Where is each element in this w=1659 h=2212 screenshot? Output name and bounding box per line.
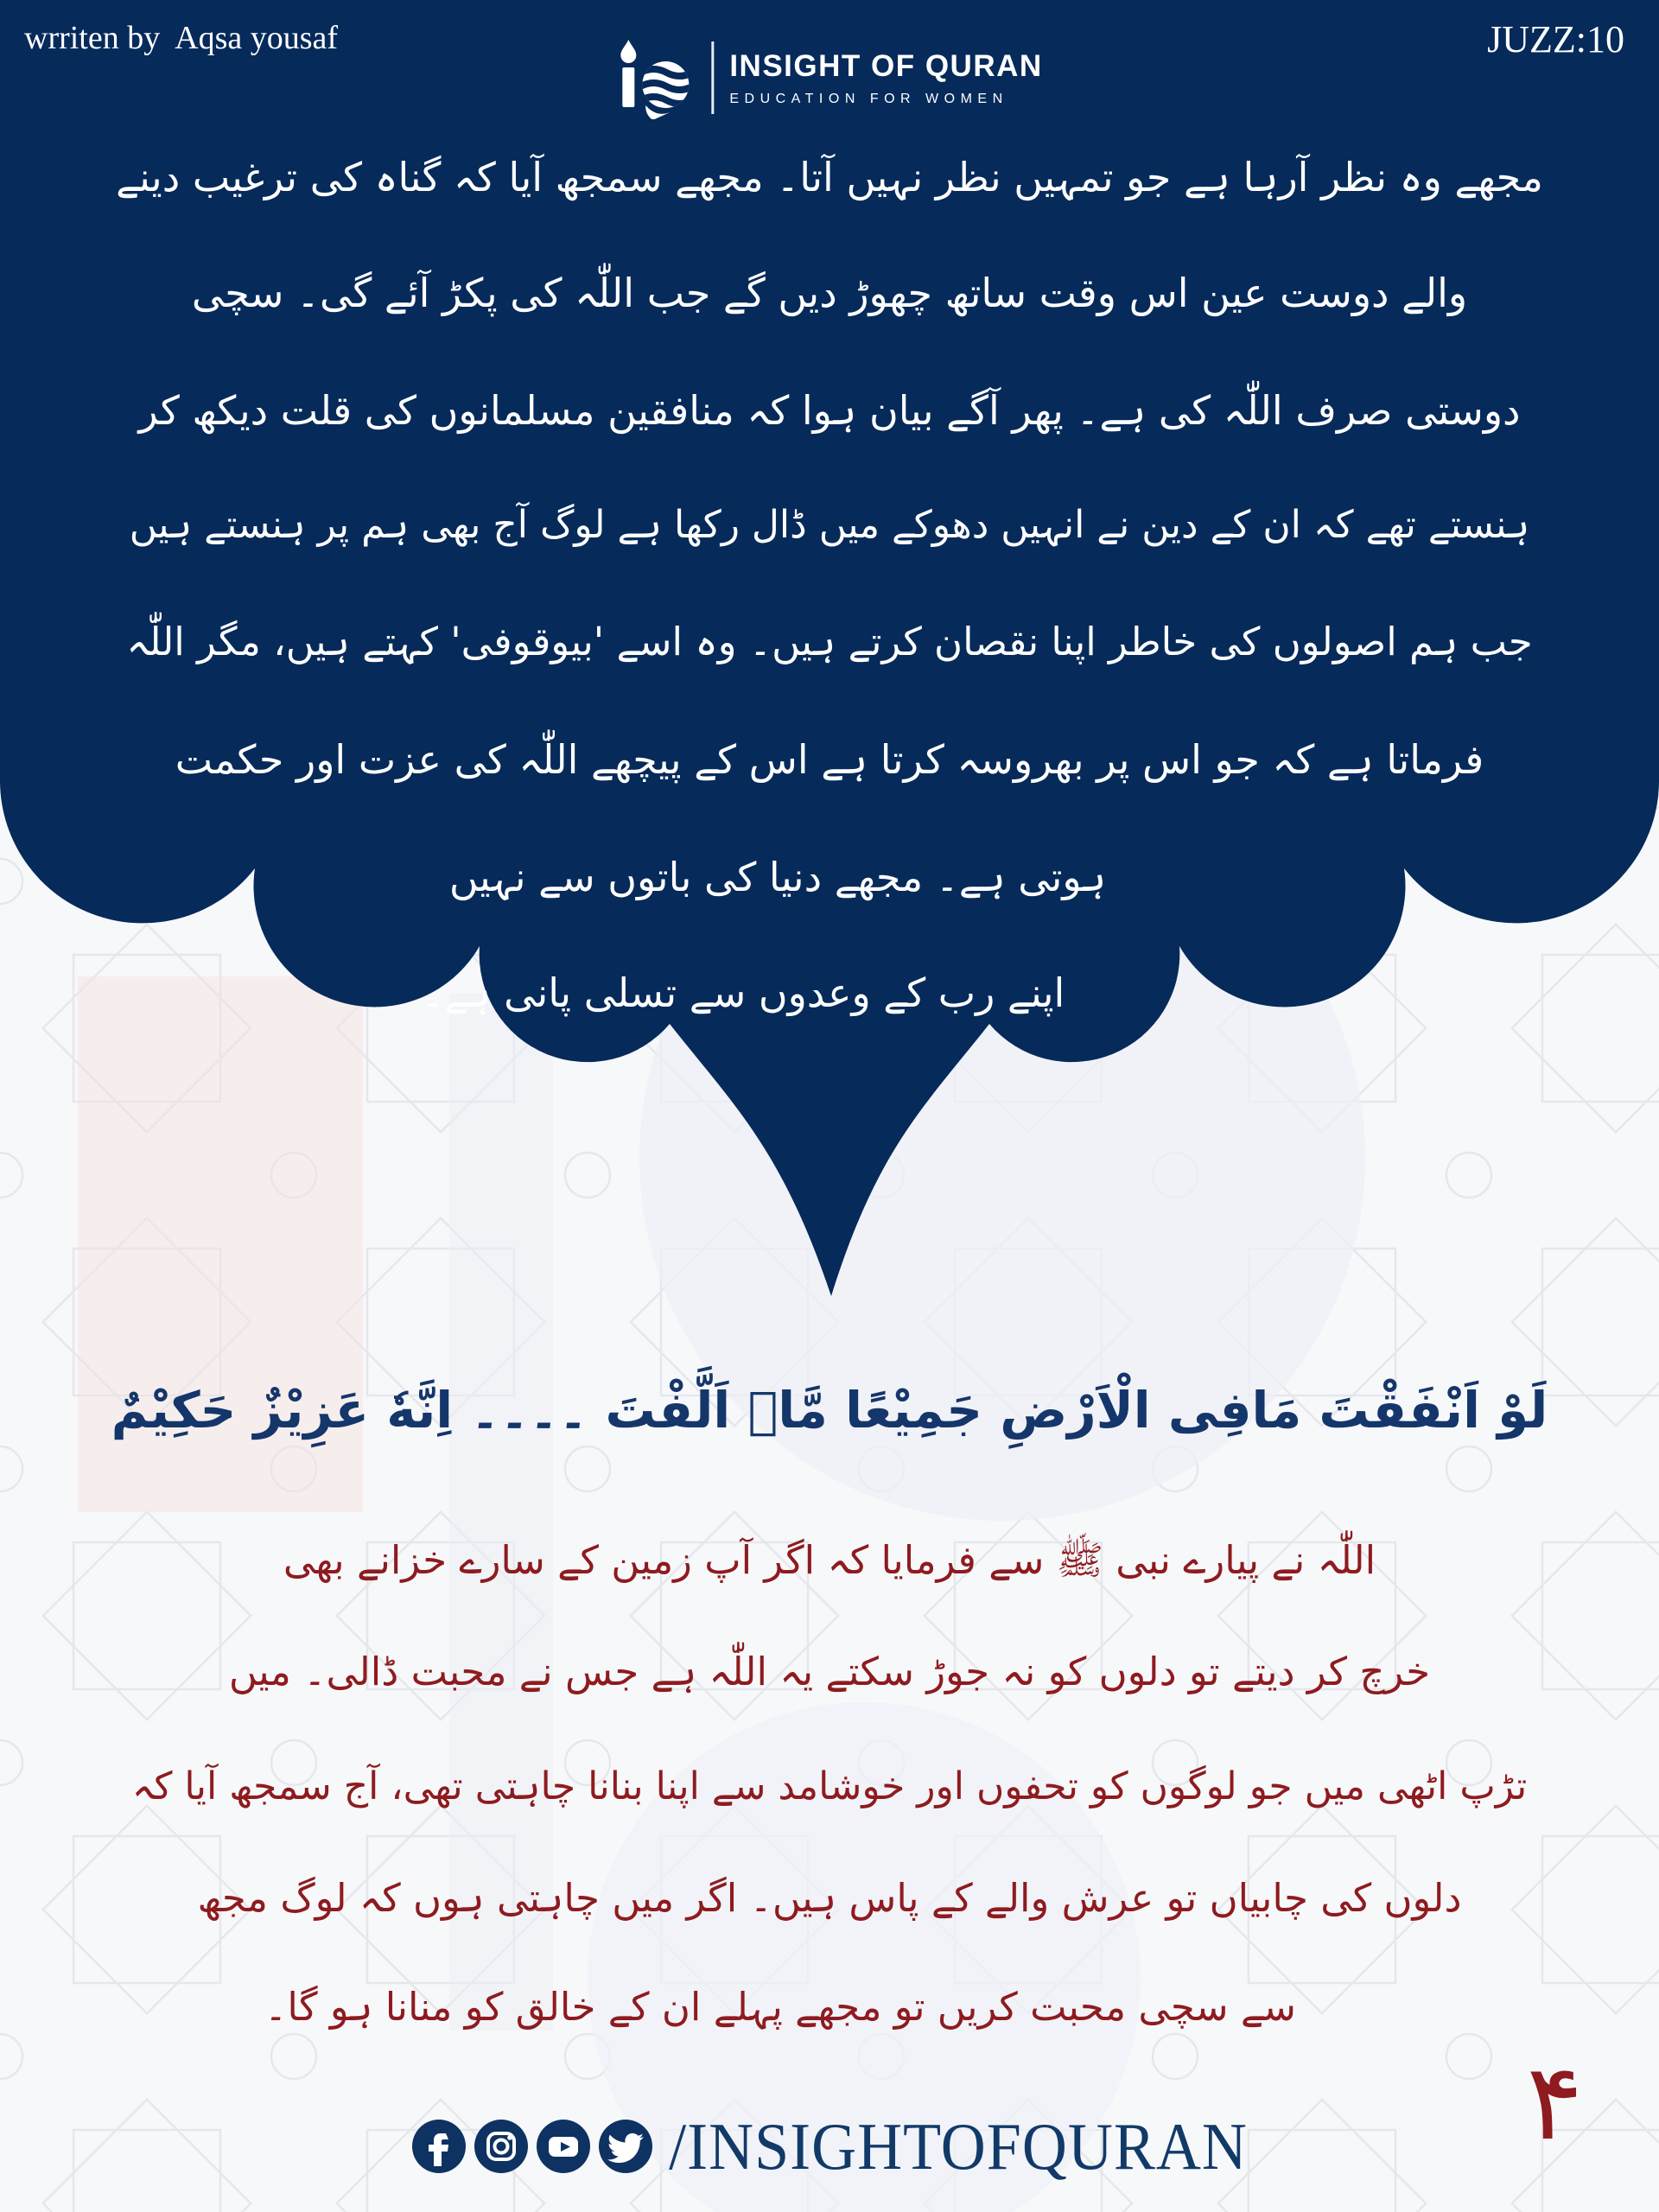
twitter-icon[interactable] [598,2119,653,2174]
hero-urdu-line-7: ہوتی ہے۔ مجھے دنیا کی باتوں سے نہیں [448,854,1107,900]
hero-urdu-line-2: والے دوست عین اس وقت ساتھ چھوڑ دیں گے جب اللّٰہ کی پکڑ آئے گی۔ سچی [191,270,1468,316]
social-icons [411,2119,653,2174]
flame-icon [620,40,636,63]
insight-of-quran-logo [616,36,1042,119]
juz-number: JUZZ:10 [1487,18,1624,60]
hero-urdu-line-1: مجھے وہ نظر آرہا ہے جو تمہیں نظر نہیں آتا۔ مجھے سمجھ آیا کہ گناہ کی ترغیب دینے [116,154,1543,200]
hero-urdu-line-5: جب ہم اصولوں کی خاطر اپنا نقصان کرتے ہیں۔ وہ اسے 'بیوقوفی' کہتے ہیں، مگر اللّٰہ [126,619,1533,664]
hero-urdu-line-8: اپنے رب کے وعدوں سے تسلی پانی ہے۔ [421,969,1065,1016]
commentary-line-2: خرچ کر دیتے تو دلوں کو نہ جوڑ سکتے یہ اللّٰہ ہے جس نے محبت ڈالی۔ میں [228,1649,1431,1694]
commentary-line-4: دلوں کی چابیاں تو عرش والے کے پاس ہیں۔ اگر میں چاہتی ہوں کہ لوگ مجھ [197,1875,1462,1921]
author-credit: wrriten by Aqsa yousaf [24,20,339,56]
candle-icon [622,67,634,107]
quran-verse-arabic: لَوْ اَنْفَقْتَ مَافِی الْاَرْضِ جَمِیْعًا مَّاۤ اَلَّفْتَ ۔۔۔۔ اِنَّهٗ عَزِیْزٌ حَکِیْمٌ [111,1381,1548,1440]
instagram-icon[interactable] [474,2119,529,2174]
footer [0,2108,1659,2184]
hero-urdu-line-6: فرماتا ہے کہ جو اس پر بھروسہ کرتا ہے اس کے پیچھے اللّٰہ کی عزت اور حکمت [175,736,1484,783]
hero-urdu-line-3: دوستی صرف اللّٰہ کی ہے۔ پھر آگے بیان ہوا کہ منافقین مسلمانوں کی قلت دیکھ کر [138,387,1521,434]
hero-urdu-line-4: ہنستے تھے کہ ان کے دین نے انہیں دھوکے میں ڈال رکھا ہے لوگ آج بھی ہم پر ہنستے ہیں [129,503,1530,547]
iq-logo-icon [616,36,696,119]
commentary-line-3: تڑپ اٹھی میں جو لوگوں کو تحفوں اور خوشامد سے اپنا بنانا چاہتی تھی، آج سمجھ آیا کہ [131,1764,1528,1808]
logo-title: INSIGHT OF QURAN [729,48,1043,83]
facebook-icon[interactable] [411,2119,467,2174]
youtube-icon[interactable] [536,2119,591,2174]
commentary-line-5: سے سچی محبت کریں تو مجھے پہلے ان کے خالق کو منانا ہو گا۔ [264,1984,1296,2030]
logo-divider [711,41,714,114]
commentary-line-1: اللّٰہ نے پیارے نبی ﷺ سے فرمایا کہ اگر آپ زمین کے سارے خزانے بھی [283,1537,1376,1583]
logo-subtitle: EDUCATION FOR WOMEN [729,91,1008,106]
social-handle[interactable]: /INSIGHTOFQURAN [669,2108,1248,2184]
page-number: ۴ [1526,2041,1583,2164]
